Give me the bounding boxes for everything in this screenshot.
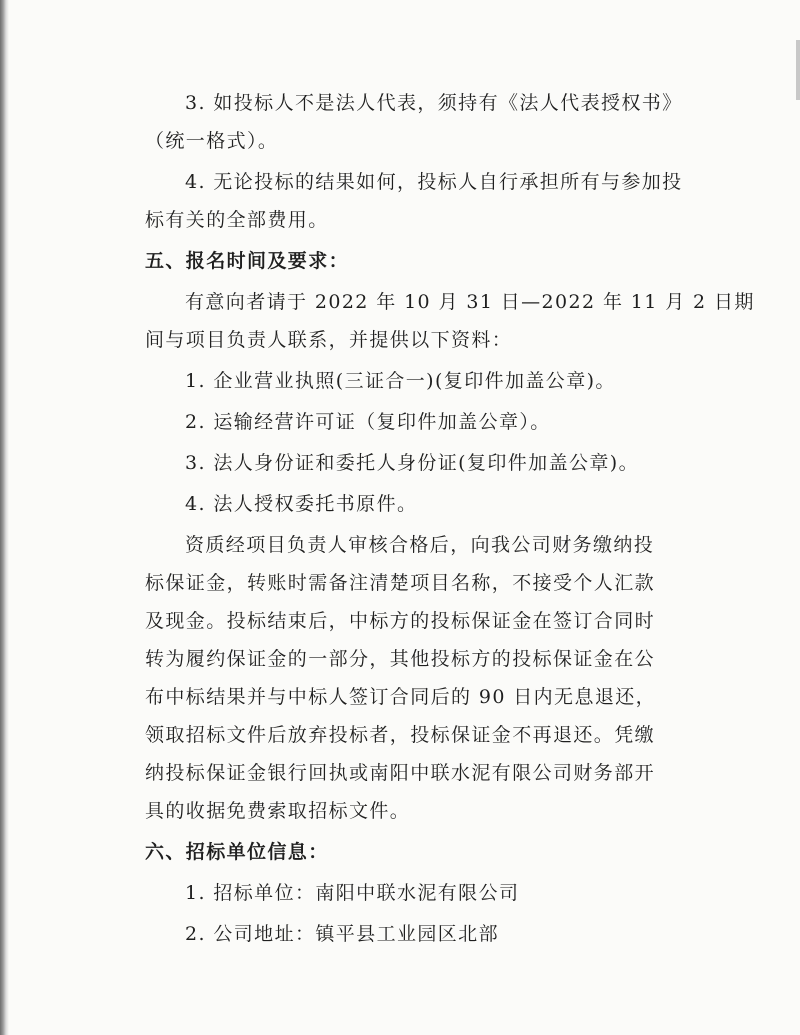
- document-body: [145, 84, 755, 953]
- item-4-line-2: 标有关的全部费用。: [145, 209, 329, 231]
- scan-edge-mark: [796, 40, 800, 100]
- item-4-line-1: 4. 无论投标的结果如何，投标人自行承担所有与参加投: [185, 171, 683, 193]
- section-6-heading: 六、招标单位信息：: [145, 841, 329, 863]
- item-3-line-1: 3. 如投标人不是法人代表，须持有《法人代表授权书》: [185, 92, 683, 114]
- company-address-info: 2. 公司地址：镇平县工业园区北部: [185, 923, 499, 945]
- requirement-4: 4. 法人授权委托书原件。: [185, 493, 418, 515]
- requirement-1: 1. 企业营业执照(三证合一)(复印件加盖公章)。: [185, 370, 616, 392]
- item-3-line-2: （统一格式）。: [145, 130, 279, 152]
- deposit-paragraph: 资质经项目负责人审核合格后，向我公司财务缴纳投标保证金，转账时需备注清楚项目名称，不接受个人汇款及现金。投标结束后，中标方的投标保证金在签订合同时转为履约保证金的一部分，其他投标方的投标保证金在公布中标结果并与中标人签订合同后的 90 日内无息退还，领取招标文件后放弃投标者，投标保证金不再退还。凭缴纳投标保证金银行回执或南阳中联水泥有限公司财务部开具的收据免费索取招标文件。: [145, 534, 657, 822]
- tender-unit-info: 1. 招标单位：南阳中联水泥有限公司: [185, 882, 520, 904]
- section-5-intro-line-2: 间与项目负责人联系，并提供以下资料：: [145, 329, 513, 351]
- section-5-heading: 五、报名时间及要求：: [145, 250, 350, 272]
- section-5-intro-line-1: 有意向者请于 2022 年 10 月 31 日—2022 年 11 月 2 日期: [185, 291, 755, 313]
- scan-edge-shadow: [0, 0, 9, 1035]
- requirement-3: 3. 法人身份证和委托人身份证(复印件加盖公章)。: [185, 452, 639, 474]
- requirement-2: 2. 运输经营许可证（复印件加盖公章）。: [185, 411, 551, 433]
